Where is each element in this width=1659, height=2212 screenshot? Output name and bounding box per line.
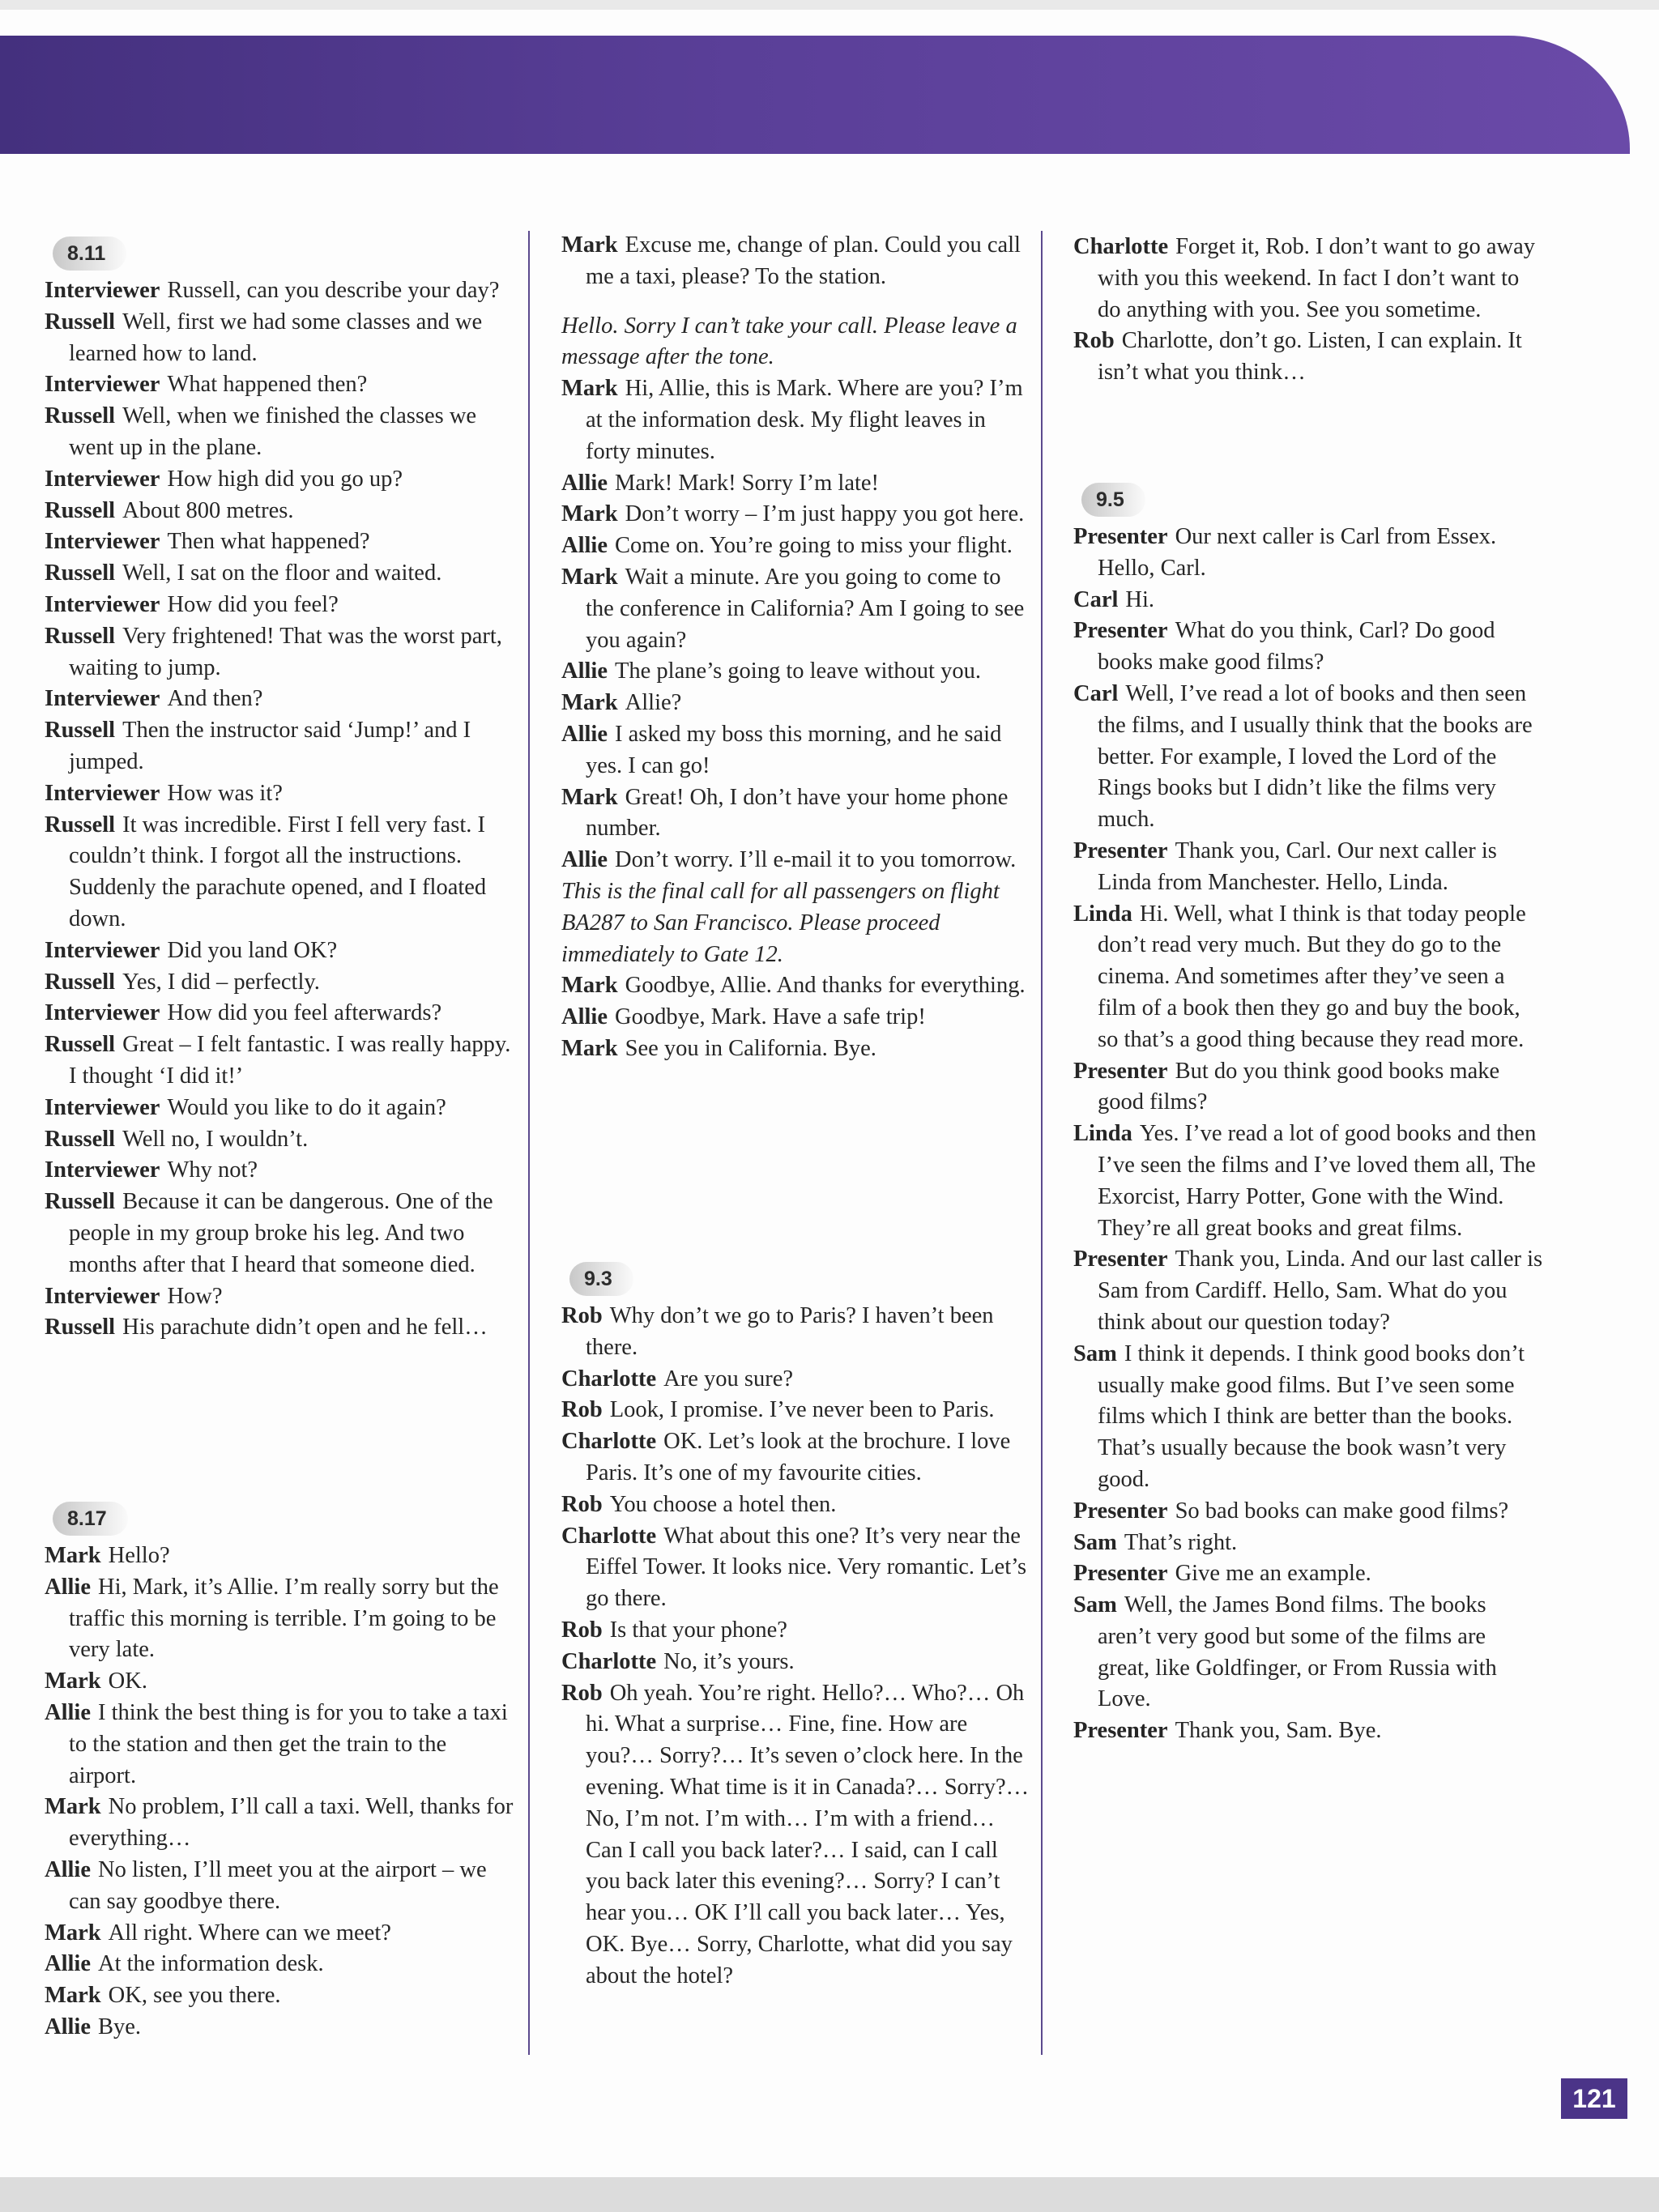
speaker-name: Russell [45, 1189, 116, 1215]
transcript-section-9-5 [1073, 483, 1543, 1747]
dialogue-text: No problem, I’ll call a taxi. Well, thanks for everything… [69, 1794, 514, 1852]
dialogue-text: Bye. [98, 2014, 142, 2039]
dialogue-line [45, 526, 518, 558]
dialogue-line [45, 621, 518, 684]
dialogue-line [45, 1541, 518, 1572]
dialogue-line [1073, 1715, 1543, 1747]
dialogue-text: Well, the James Bond films. The books aren’t very good but some of the films are great, like Goldfinger, or From Russia with Love. [1098, 1592, 1497, 1712]
dialogue-text: Mark! Mark! Sorry I’m late! [615, 470, 880, 496]
dialogue-line [561, 1301, 1031, 1364]
speaker-name: Russell [45, 497, 116, 523]
dialogue-line [561, 499, 1031, 531]
dialogue-text: What about this one? It’s very near the Eiffel Tower. It looks nice. Very romantic. Let’s go there. [586, 1523, 1027, 1612]
dialogue-line [45, 936, 518, 967]
dialogue-text: Great! Oh, I don’t have your home phone number. [586, 784, 1009, 842]
dialogue-line [1073, 1056, 1543, 1119]
speaker-name: Allie [561, 470, 608, 496]
dialogue-text: Goodbye, Mark. Have a safe trip! [615, 1004, 926, 1030]
section-number-badge: 8.17 [53, 1502, 128, 1536]
speaker-name: Allie [45, 1574, 91, 1600]
dialogue-line [561, 845, 1031, 876]
dialogue-text: Because it can be dangerous. One of the people in my group broke his leg. And two months after that I heard that someone died. [69, 1189, 493, 1277]
dialogue-text: And then? [167, 686, 263, 712]
dialogue-text: Give me an example. [1175, 1561, 1371, 1587]
speaker-name: Interviewer [45, 1283, 160, 1309]
speaker-name: Sam [1073, 1592, 1117, 1618]
dialogue-line [561, 782, 1031, 846]
dialogue-line [45, 715, 518, 778]
speaker-name: Allie [45, 1699, 91, 1725]
dialogue-text: Well, when we finished the classes we went up in the plane. [69, 403, 477, 460]
speaker-name: Allie [561, 1004, 608, 1030]
speaker-name: Sam [1073, 1340, 1117, 1366]
dialogue-text: His parachute didn’t open and he fell… [122, 1315, 488, 1340]
dialogue-line [45, 496, 518, 527]
dialogue-text: Look, I promise. I’ve never been to Paris. [609, 1397, 995, 1423]
speaker-name: Charlotte [561, 1523, 657, 1549]
speaker-name: Interviewer [45, 686, 160, 712]
speaker-name: Interviewer [45, 591, 160, 617]
dialogue-line [561, 970, 1031, 1002]
dialogue-text: OK, see you there. [108, 1983, 281, 2009]
dialogue-line [45, 369, 518, 401]
dialogue-text: You choose a hotel then. [609, 1491, 837, 1517]
dialogue-line [561, 719, 1031, 782]
speaker-name: Presenter [1073, 524, 1168, 549]
dialogue-line [561, 1521, 1031, 1615]
dialogue-line [1073, 232, 1543, 326]
dialogue-line [45, 998, 518, 1029]
speaker-name: Presenter [1073, 1561, 1168, 1587]
speaker-name: Presenter [1073, 1718, 1168, 1744]
dialogue-line [45, 1855, 518, 1918]
dialogue-text: OK. [108, 1669, 147, 1694]
dialogue-text: Allie? [625, 690, 682, 716]
dialogue-line [45, 1918, 518, 1950]
speaker-name: Mark [561, 690, 618, 716]
dialogue-line [561, 1647, 1031, 1678]
speaker-name: Mark [45, 1543, 101, 1568]
transcript-section-8-11 [45, 237, 518, 1344]
dialogue-text: How high did you go up? [167, 466, 403, 492]
speaker-name: Mark [45, 1669, 101, 1694]
speaker-name: Presenter [1073, 1058, 1168, 1084]
dialogue-text: Goodbye, Allie. And thanks for everything. [625, 973, 1026, 999]
dialogue-line [45, 810, 518, 936]
dialogue-text: Hi. [1125, 586, 1155, 612]
dialogue-text: Forget it, Rob. I don’t want to go away with you this weekend. In fact I don’t want to do anything with you. See you sometime. [1098, 234, 1535, 322]
dialogue-line [1073, 899, 1543, 1056]
dialogue-text: Thank you, Sam. Bye. [1175, 1718, 1382, 1744]
speaker-name: Interviewer [45, 278, 160, 303]
dialogue-line [561, 531, 1031, 562]
dialogue-text: Thank you, Carl. Our next caller is Linda from Manchester. Hello, Linda. [1098, 837, 1497, 895]
speaker-name: Allie [561, 721, 608, 747]
dialogue-line [45, 1666, 518, 1698]
dialogue-line [561, 1002, 1031, 1034]
speaker-name: Mark [45, 1983, 101, 2009]
dialogue-line [1073, 1244, 1543, 1338]
transcript-section-9-3-continued [1073, 232, 1543, 389]
dialogue-text: I think it depends. I think good books don’t usually make good films. But I’ve seen some films which I think are better than the books. That’s usually because the book wasn’t very good. [1098, 1340, 1525, 1492]
speaker-name: Charlotte [1073, 234, 1169, 259]
dialogue-text: Why not? [167, 1157, 258, 1183]
speaker-name: Presenter [1073, 837, 1168, 863]
dialogue-line [561, 230, 1031, 293]
dialogue-line [561, 1490, 1031, 1521]
dialogue-line [1073, 326, 1543, 389]
speaker-name: Interviewer [45, 529, 160, 555]
speaker-name: Allie [561, 658, 608, 684]
dialogue-line [45, 1980, 518, 2012]
dialogue-line [45, 1281, 518, 1313]
header-band [0, 36, 1630, 154]
speaker-name: Rob [1073, 328, 1115, 354]
dialogue-text: Are you sure? [663, 1366, 793, 1392]
speaker-name: Allie [45, 1856, 91, 1882]
dialogue-text: Excuse me, change of plan. Could you call me a taxi, please? To the station. [586, 232, 1021, 289]
page-top-edge [0, 0, 1659, 10]
dialogue-text: Well no, I wouldn’t. [122, 1126, 309, 1152]
speaker-name: Charlotte [561, 1366, 657, 1392]
dialogue-text: Wait a minute. Are you going to come to the conference in California? Am I going to see you again? [586, 564, 1025, 653]
dialogue-text: No, it’s yours. [663, 1648, 795, 1674]
dialogue-line [45, 558, 518, 590]
speaker-name: Carl [1073, 680, 1119, 706]
speaker-name: Rob [561, 1397, 603, 1423]
speaker-name: Mark [561, 564, 618, 590]
speaker-name: Russell [45, 812, 116, 837]
speaker-name: Mark [561, 973, 618, 999]
dialogue-text: How? [167, 1283, 223, 1309]
dialogue-line [45, 1698, 518, 1792]
dialogue-text: OK. Let’s look at the brochure. I love Paris. It’s one of my favourite cities. [586, 1429, 1011, 1485]
dialogue-line [45, 1093, 518, 1124]
speaker-name: Russell [45, 309, 116, 335]
dialogue-text: Don’t worry. I’ll e-mail it to you tomorrow. [615, 847, 1017, 873]
dialogue-line [561, 1615, 1031, 1647]
transcript-section-8-17-continued [561, 230, 1031, 1065]
dialogue-text: About 800 metres. [122, 497, 294, 523]
speaker-name: Mark [45, 1794, 101, 1820]
dialogue-line [561, 656, 1031, 688]
dialogue-line [45, 1187, 518, 1281]
dialogue-text: That’s right. [1124, 1529, 1238, 1555]
speaker-name: Presenter [1073, 618, 1168, 644]
dialogue-text: All right. Where can we meet? [108, 1920, 391, 1946]
dialogue-text: Very frightened! That was the worst part, waiting to jump. [69, 623, 502, 680]
dialogue-text: Yes. I’ve read a lot of good books and then I’ve seen the films and I’ve loved them all, The Exorcist, Harry Potter, Gone with the Wind. They’re all great books and great films. [1098, 1121, 1537, 1241]
dialogue-text: Great – I felt fantastic. I was really happy. I thought ‘I did it!’ [69, 1032, 511, 1089]
dialogue-text: Don’t worry – I’m just happy you got here. [625, 501, 1025, 527]
speaker-name: Russell [45, 718, 116, 744]
dialogue-text: Would you like to do it again? [167, 1094, 446, 1120]
dialogue-line [561, 562, 1031, 656]
dialogue-text: See you in California. Bye. [625, 1035, 876, 1061]
section-number-badge: 9.3 [569, 1262, 633, 1296]
dialogue-text: Well, I’ve read a lot of books and then seen the films, and I usually think that the books are better. For example, I loved the Lord of the Rings books but I didn’t like the films very much. [1098, 680, 1533, 833]
speaker-name: Russell [45, 623, 116, 649]
dialogue-line [561, 1426, 1031, 1490]
dialogue-text: Russell, can you describe your day? [167, 278, 500, 303]
speaker-name: Allie [45, 2014, 91, 2039]
speaker-name: Interviewer [45, 1157, 160, 1183]
dialogue-line [45, 684, 518, 715]
dialogue-line [561, 688, 1031, 719]
dialogue-text: Our next caller is Carl from Essex. Hello, Carl. [1098, 524, 1497, 581]
column-divider [528, 231, 530, 2055]
speaker-name: Allie [561, 533, 608, 559]
dialogue-line [561, 1364, 1031, 1396]
dialogue-text: I asked my boss this morning, and he said yes. I can go! [586, 721, 1002, 778]
speaker-name: Interviewer [45, 780, 160, 806]
transcript-section-8-17 [45, 1502, 518, 2044]
speaker-name: Carl [1073, 586, 1119, 612]
dialogue-text: How was it? [167, 780, 283, 806]
dialogue-text: No listen, I’ll meet you at the airport – we can say goodbye there. [69, 1856, 487, 1914]
page-number: 121 [1561, 2078, 1627, 2119]
speaker-name: Rob [561, 1491, 603, 1517]
dialogue-line [45, 2012, 518, 2044]
speaker-name: Interviewer [45, 1000, 160, 1026]
dialogue-line [1073, 679, 1543, 836]
announcement-text: This is the final call for all passengers on flight BA287 to San Francisco. Please proceed immediately to Gate 12. [561, 878, 1000, 967]
dialogue-line [1073, 1528, 1543, 1559]
dialogue-line [1073, 1119, 1543, 1244]
dialogue-line [45, 275, 518, 307]
dialogue-text: It was incredible. First I fell very fast. I couldn’t think. I forgot all the instructions. Suddenly the parachute opened, and I floated down. [69, 812, 487, 931]
dialogue-line [1073, 1590, 1543, 1715]
speaker-name: Rob [561, 1617, 603, 1643]
dialogue-line [561, 1678, 1031, 1993]
dialogue-line [45, 1572, 518, 1666]
speaker-name: Mark [561, 232, 618, 258]
speaker-name: Mark [561, 376, 618, 402]
speaker-name: Mark [561, 1035, 618, 1061]
dialogue-text: Then what happened? [167, 529, 370, 555]
dialogue-line [561, 468, 1031, 500]
dialogue-line [45, 1155, 518, 1187]
dialogue-text: Why don’t we go to Paris? I haven’t been there. [586, 1303, 994, 1360]
dialogue-line [45, 464, 518, 496]
speaker-name: Interviewer [45, 372, 160, 398]
dialogue-text: Hi, Mark, it’s Allie. I’m really sorry but the traffic this morning is terrible. I’m going to be very late. [69, 1574, 499, 1663]
speaker-name: Presenter [1073, 1247, 1168, 1272]
dialogue-line [1073, 1558, 1543, 1590]
dialogue-line [561, 373, 1031, 467]
dialogue-text: Is that your phone? [609, 1617, 787, 1643]
speaker-name: Rob [561, 1303, 603, 1328]
speaker-name: Presenter [1073, 1498, 1168, 1524]
dialogue-line [1073, 616, 1543, 679]
dialogue-text: The plane’s going to leave without you. [615, 658, 981, 684]
section-number-badge: 8.11 [53, 237, 126, 271]
speaker-name: Russell [45, 403, 116, 429]
speaker-name: Charlotte [561, 1429, 657, 1455]
speaker-name: Rob [561, 1680, 603, 1706]
section-number-badge: 9.5 [1081, 483, 1145, 517]
dialogue-text: Oh yeah. You’re right. Hello?… Who?… Oh hi. What a surprise… Fine, fine. How are you?… Sorry?… It’s seven o’clock here. In the evening. What time is it in Canada?… Sorry?… No, I’m not. I’m with… I’m with a friend… Can I call you back later?… I said, can I call you back later this evening?… Sorry? I can’t hear you… OK I’ll call you back later… Yes, OK. Bye… Sorry, Charlotte, what did you say about the hotel? [586, 1680, 1030, 1988]
speaker-name: Russell [45, 1032, 116, 1058]
speaker-name: Allie [45, 1951, 91, 1977]
speaker-name: Interviewer [45, 1094, 160, 1120]
dialogue-line [561, 1395, 1031, 1426]
dialogue-line [45, 967, 518, 999]
dialogue-line [45, 1029, 518, 1093]
dialogue-text: Charlotte, don’t go. Listen, I can explain. It isn’t what you think… [1098, 328, 1522, 386]
dialogue-text: Hi, Allie, this is Mark. Where are you? I’m at the information desk. My flight leaves in forty minutes. [586, 376, 1023, 464]
dialogue-text: Did you land OK? [167, 937, 338, 963]
transcript-section-9-3 [561, 1262, 1031, 1993]
dialogue-line [45, 778, 518, 810]
dialogue-text: Well, first we had some classes and we learned how to land. [69, 309, 483, 366]
speaker-name: Russell [45, 560, 116, 586]
dialogue-line [561, 1034, 1031, 1065]
announcement-text: Hello. Sorry I can’t take your call. Please leave a message after the tone. [561, 313, 1017, 370]
speaker-name: Interviewer [45, 466, 160, 492]
dialogue-text: What do you think, Carl? Do good books make good films? [1098, 618, 1495, 676]
speaker-name: Interviewer [45, 937, 160, 963]
dialogue-line [1073, 1496, 1543, 1528]
dialogue-line [45, 1792, 518, 1855]
speaker-name: Mark [561, 784, 618, 810]
dialogue-text: At the information desk. [98, 1951, 324, 1977]
speaker-name: Russell [45, 1126, 116, 1152]
dialogue-line [1073, 1339, 1543, 1496]
dialogue-text: How did you feel afterwards? [167, 1000, 442, 1026]
dialogue-text: How did you feel? [167, 591, 339, 617]
speaker-name: Linda [1073, 901, 1132, 927]
speaker-name: Mark [561, 501, 618, 527]
speaker-name: Linda [1073, 1121, 1132, 1147]
speaker-name: Russell [45, 969, 116, 995]
page-bottom-edge [0, 2177, 1659, 2212]
dialogue-text: Come on. You’re going to miss your flight. [615, 533, 1013, 559]
dialogue-line [45, 401, 518, 464]
dialogue-line [45, 307, 518, 370]
dialogue-line [45, 1124, 518, 1156]
dialogue-line [45, 590, 518, 621]
dialogue-text: Then the instructor said ‘Jump!’ and I jumped. [69, 718, 471, 774]
dialogue-line [1073, 522, 1543, 585]
speaker-name: Mark [45, 1920, 101, 1946]
dialogue-text: Thank you, Linda. And our last caller is Sam from Cardiff. Hello, Sam. What do you think about our question today? [1098, 1247, 1543, 1335]
dialogue-line [45, 1312, 518, 1344]
speaker-name: Allie [561, 847, 608, 873]
dialogue-text: Well, I sat on the floor and waited. [122, 560, 442, 586]
dialogue-text: But do you think good books make good films? [1098, 1058, 1500, 1115]
dialogue-text: Hi. Well, what I think is that today people don’t read very much. But they do go to the cinema. And sometimes after they’ve seen a film of a book then they go and buy the book, so that’s a good thing because they read more. [1098, 901, 1526, 1052]
column-divider [1041, 231, 1043, 2055]
dialogue-line [1073, 585, 1543, 616]
dialogue-text: I think the best thing is for you to take a taxi to the station and then get the train to the airport. [69, 1699, 508, 1788]
dialogue-text: Yes, I did – perfectly. [122, 969, 320, 995]
dialogue-line [1073, 836, 1543, 899]
speaker-name: Sam [1073, 1529, 1117, 1555]
dialogue-text: So bad books can make good films? [1175, 1498, 1509, 1524]
speaker-name: Charlotte [561, 1648, 657, 1674]
speaker-name: Russell [45, 1315, 116, 1340]
dialogue-line [45, 1949, 518, 1980]
dialogue-text: Hello? [108, 1543, 170, 1568]
dialogue-text: What happened then? [167, 372, 368, 398]
